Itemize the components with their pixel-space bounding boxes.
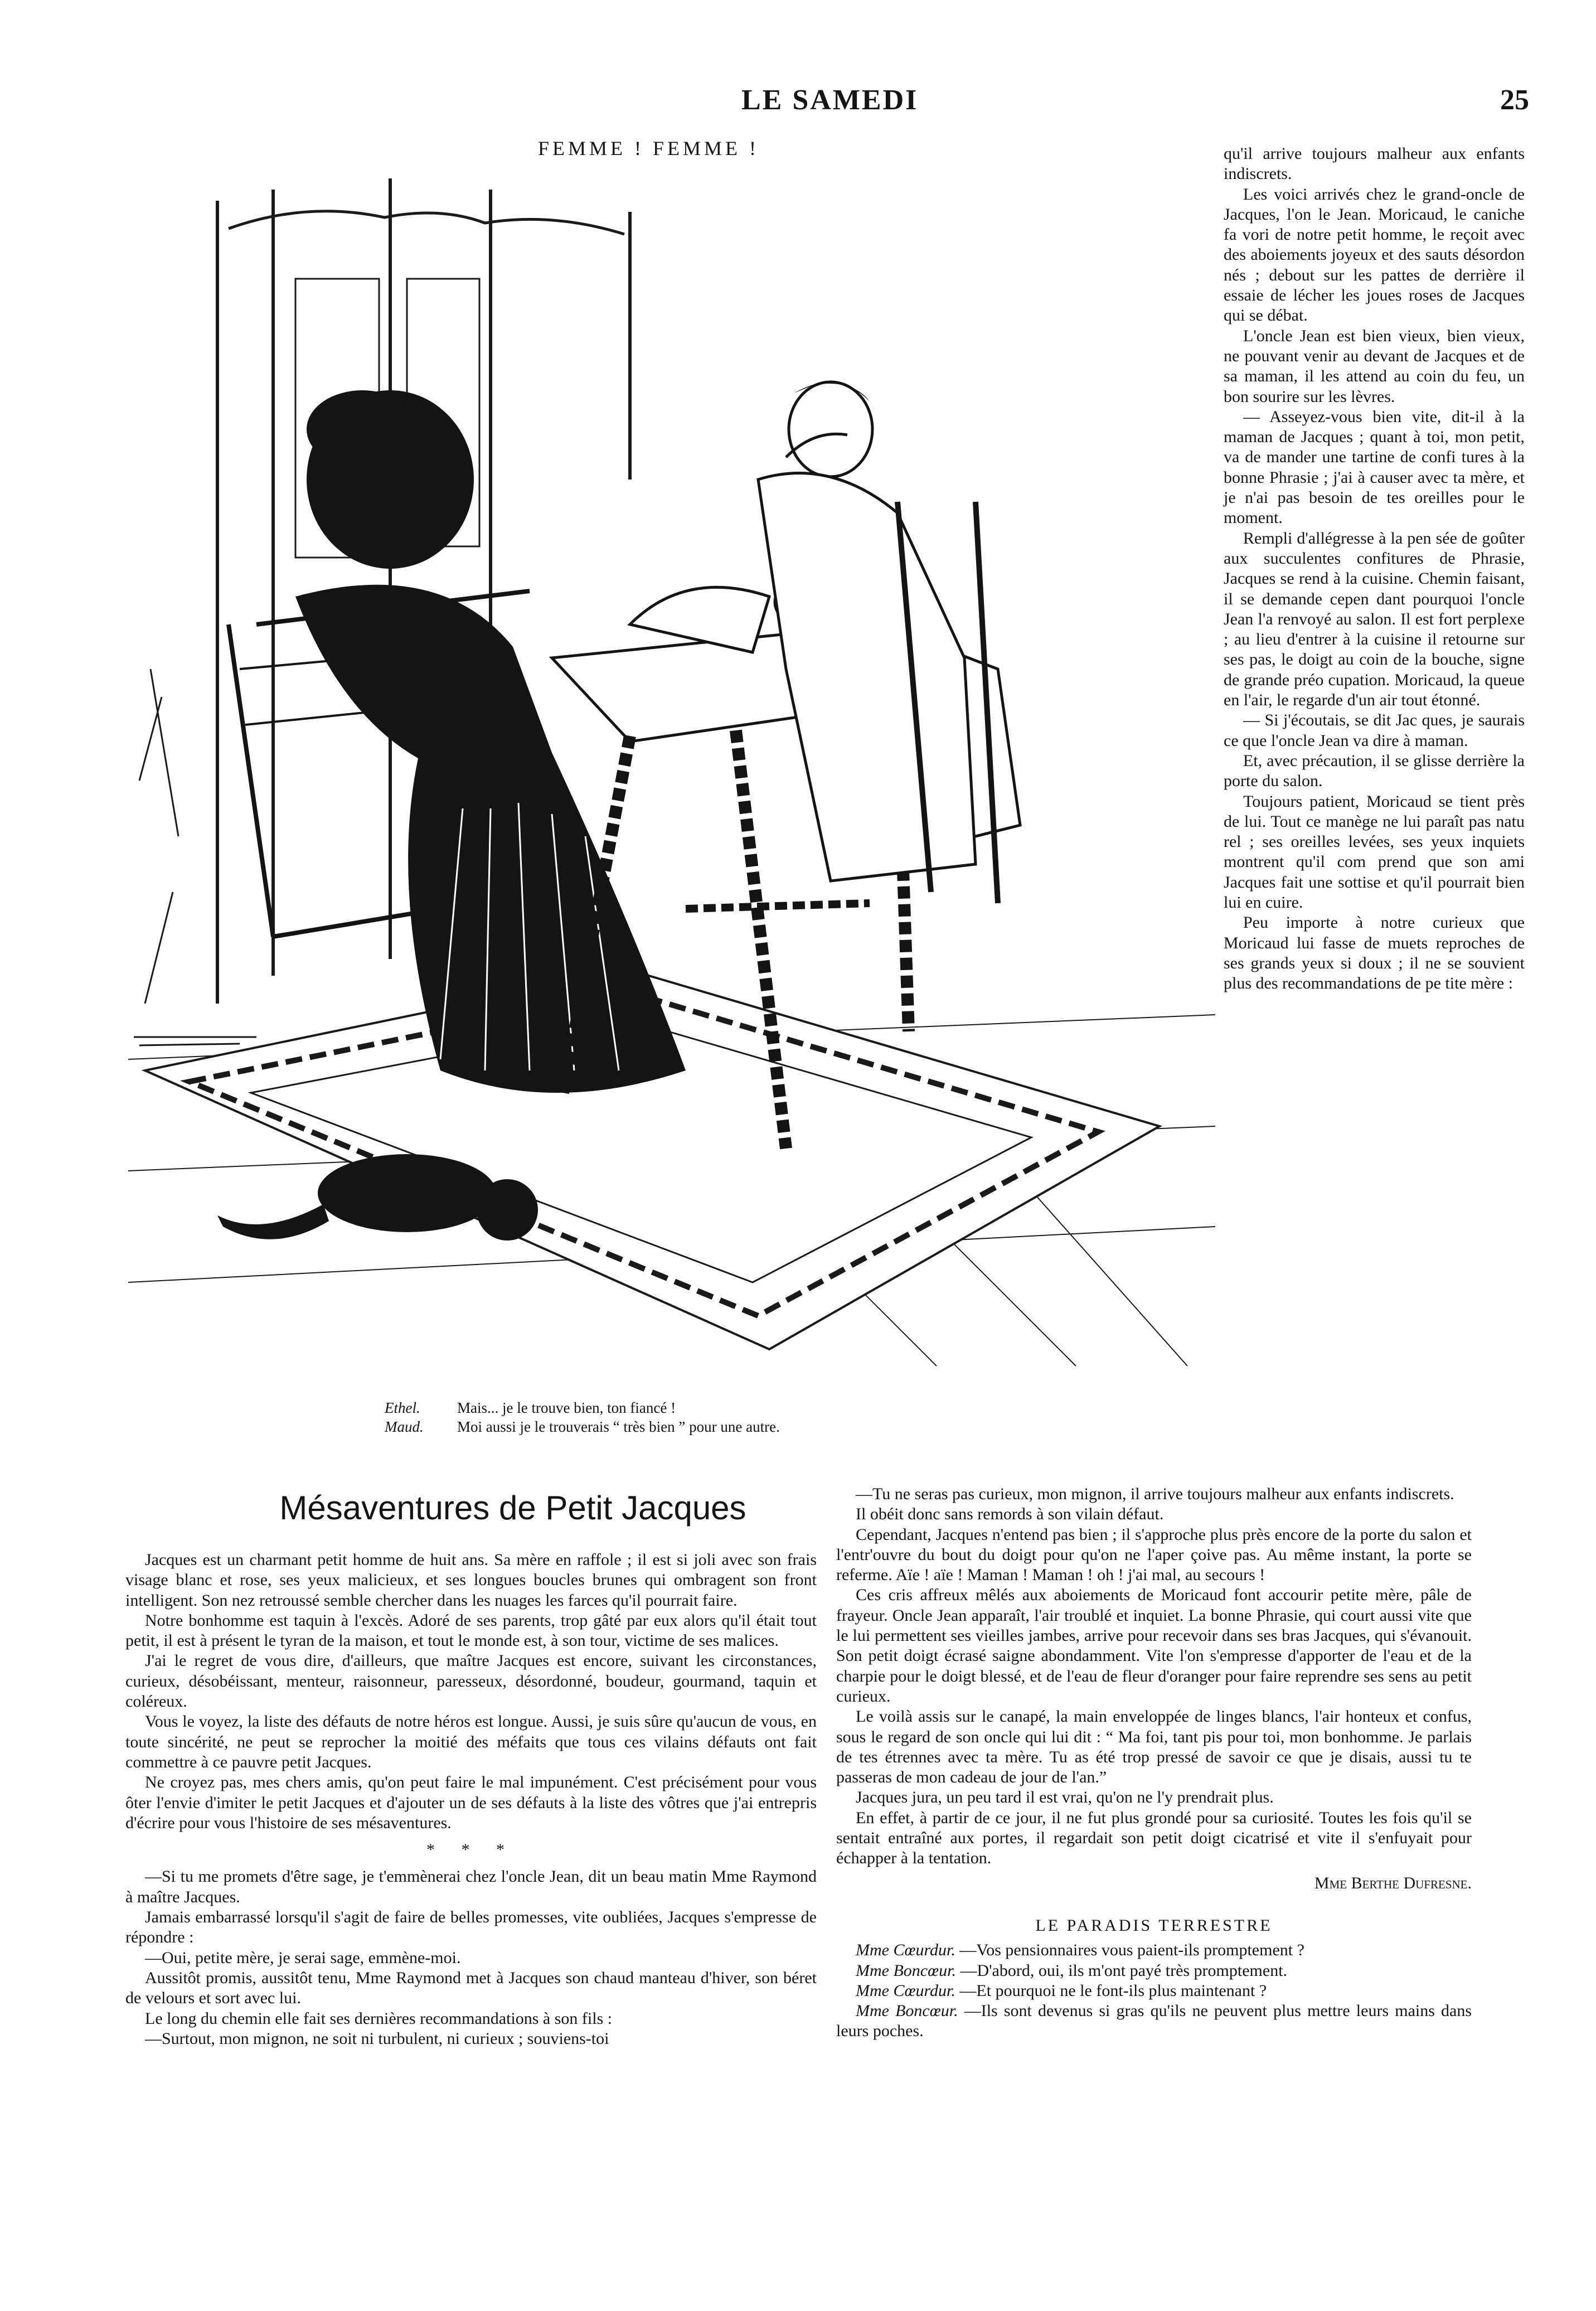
paragraph: Rempli d'allégresse à la pen sée de goûter aux succulentes confitures de Phrasie, Jacques se rend à la cuisine. Chemin faisant, il se demande cepen dant pourquoi l'oncle Jean l'a renvoyé au salon. Il est fort perplexe ; au lieu d'entrer à la cuisine il retourne sur ses pas, le doigt au coin de la bouche, signe de grande préo cupation. Moricaud, la queue en l'air, le regarde d'un air tout étonné. bbox=[1224, 529, 1525, 710]
paragraph: qu'il arrive toujours malheur aux enfants indiscrets. bbox=[1224, 144, 1525, 183]
dialogue-text: —D'abord, oui, ils m'ont payé très promptement. bbox=[960, 1961, 1288, 1980]
engraving-illustration bbox=[128, 167, 1215, 1383]
dialogue-speaker: Mme Cœurdur. bbox=[856, 1941, 955, 1960]
caption-text: Moi aussi je le trouverais “ très bien ” pour une autre. bbox=[457, 1418, 780, 1435]
page-number: 25 bbox=[1500, 84, 1529, 116]
paragraph: Et, avec précaution, il se glisse derrière la porte du salon. bbox=[1224, 751, 1525, 791]
paragraph: — Si j'écoutais, se dit Jac ques, je saurais ce que l'oncle Jean va dire à maman. bbox=[1224, 711, 1525, 750]
dialogue-speaker: Mme Boncœur. bbox=[856, 2002, 958, 2021]
middle-column bbox=[836, 1484, 1472, 2042]
paragraph: Cependant, Jacques n'entend pas bien ; il s'approche plus près encore de la porte du salon et l'entr'ouvre du bout du doigt pour qu'on ne l'aper çoive pas. Au même instant, la porte se referme. Aïe ! aïe ! Maman ! Maman ! oh ! j'ai mal, au secours ! bbox=[836, 1525, 1472, 1585]
paragraph: Le long du chemin elle fait ses dernières recommandations à son fils : bbox=[145, 2009, 613, 2028]
caption-speaker: Maud. bbox=[385, 1418, 424, 1435]
paragraph: Le voilà assis sur le canapé, la main enveloppée de linges blancs, l'air honteux et confus, sous le regard de son oncle qui lui dit : “ Ma foi, tant pis pour toi, mon bonhomme. Je parlais de tes étrennes avec ta mère. Tu as été trop pressé de savoir ce que je disais, aussi tu te passeras de mon cadeau de jour de l'an.” bbox=[836, 1707, 1472, 1787]
paragraph: Ces cris affreux mêlés aux aboiements de Moricaud font accourir petite mère, pâle de frayeur. Oncle Jean apparaît, l'air troublé et inquiet. La bonne Phrasie, qui court aussi vite que le lui permettent ses vieilles jambes, arrive pour recevoir dans ses bras Jacques, qui s'évanouit. Son petit doigt écrasé saigne abondamment. Vite l'on s'empresse d'apporter de l'eau et de la charpie pour le doigt blessé, et de l'eau de fleur d'oranger pour faire reprendre ses sens au petit curieux. bbox=[836, 1586, 1472, 1706]
paragraph: Jacques est un charmant petit homme de huit ans. Sa mère en raffole ; il est si joli avec son frais visage blanc et rose, ses yeux malicieux, et ses longues boucles brunes qui ombragent son front intelligent. Son nez retroussé semble chercher dans les nuages les farces qu'il pourrait faire. bbox=[125, 1551, 817, 1610]
caption-text: Mais... je le trouve bien, ton fiancé ! bbox=[457, 1399, 676, 1416]
dialogue-line bbox=[836, 1981, 1472, 2001]
story-title: Mésaventures de Petit Jacques bbox=[279, 1489, 746, 1527]
paragraph: Aussitôt promis, aussitôt tenu, Mme Raymond met à Jacques son chaud manteau d'hiver, son béret de velours et sort avec lui. bbox=[125, 1968, 817, 2008]
paragraph: Vous le voyez, la liste des défauts de notre héros est longue. Aussi, je suis sûre qu'aucun de vous, en toute sincérité, ne peut se reprocher la moitié des méfaits que tous ces vilains défauts ont fait commettre à ce pauvre petit Jacques. bbox=[125, 1712, 817, 1771]
dialogue-line bbox=[836, 1940, 1472, 1960]
paragraph: —Oui, petite mère, je serai sage, emmène-moi. bbox=[145, 1948, 461, 1967]
paragraph: Toujours patient, Moricaud se tient près de lui. Tout ce manège ne lui paraît pas natu rel ; ses oreilles levées, ses yeux inquiets montrent qu'il com prend que son ami Jacques fait une sottise et qu'il pourrait bien lui en cuire. bbox=[1224, 792, 1525, 912]
paragraph: Jamais embarrassé lorsqu'il s'agit de faire de belles promesses, vite oubliées, Jacques s'empresse de répondre : bbox=[125, 1908, 817, 1947]
dialogue-text: —Vos pensionnaires vous paient-ils promptement ? bbox=[959, 1941, 1304, 1960]
section-separator: * * * bbox=[426, 1840, 516, 1859]
left-column bbox=[125, 1550, 817, 2049]
paragraph: —Surtout, mon mignon, ne soit ni turbulent, ni curieux ; souviens-toi bbox=[145, 2029, 609, 2048]
dialogue-speaker: Mme Boncœur. bbox=[856, 1961, 956, 1980]
dialogue-speaker: Mme Cœurdur. bbox=[856, 1981, 955, 2000]
dialogue-text: —Et pourquoi ne le font-ils plus maintenant ? bbox=[959, 1981, 1267, 2000]
paragraph: — Asseyez-vous bien vite, dit-il à la maman de Jacques ; quant à toi, mon petit, va de mander une tartine de confi tures à la bonne Phrasie ; j'ai à causer avec ta mère, et je n'ai pas besoin de tes oreilles pour le moment. bbox=[1224, 407, 1525, 527]
paragraph: En effet, à partir de ce jour, il ne fut plus grondé pour sa curiosité. Toutes les fois qu'il se sentait entraîné aux portes, il regardait son petit doigt cicatrisé et vite il s'enfuyait pour échapper à la tentation. bbox=[836, 1808, 1472, 1868]
paragraph: Ne croyez pas, mes chers amis, qu'on peut faire le mal impunément. C'est précisément pour vous ôter l'envie d'imiter le petit Jacques et d'ajouter un de ses défauts à la liste des vôtres que j'ai entrepris d'écrire pour vous l'histoire de ses mésaventures. bbox=[125, 1773, 817, 1832]
paragraph: Peu importe à notre curieux que Moricaud lui fasse de muets reproches de ses grands yeux si doux ; il ne se souvient plus des recommandations de pe tite mère : bbox=[1224, 913, 1525, 993]
paragraph: Notre bonhomme est taquin à l'excès. Adoré de ses parents, trop gâté par eux alors qu'il était tout petit, il est à présent le tyran de la maison, et tout le monde est, à son tour, victime de ses malices. bbox=[125, 1611, 817, 1650]
paragraph: Jacques jura, un peu tard il est vrai, qu'on ne l'y prendrait plus. bbox=[856, 1788, 1274, 1807]
paragraph: —Si tu me promets d'être sage, je t'emmènerai chez l'oncle Jean, dit un beau matin Mme Raymond à maître Jacques. bbox=[125, 1867, 817, 1906]
dialogue-title: LE PARADIS TERRESTRE bbox=[1035, 1916, 1273, 1935]
illustration-title: FEMME ! FEMME ! bbox=[538, 137, 760, 159]
paragraph: L'oncle Jean est bien vieux, bien vieux, ne pouvant venir au devant de Jacques et de sa maman, il les attend au coin du feu, un bon sourire sur les lèvres. bbox=[1224, 326, 1525, 406]
paragraph: Il obéit donc sans remords à son vilain défaut. bbox=[856, 1505, 1164, 1524]
caption-speaker: Ethel. bbox=[385, 1399, 420, 1416]
dialogue-line bbox=[836, 2001, 1472, 2042]
right-column bbox=[1224, 144, 1525, 994]
caption-line bbox=[385, 1398, 780, 1417]
paragraph: J'ai le regret de vous dire, d'ailleurs, que maître Jacques est encore, suivant les circonstances, curieux, désobéissant, menteur, raisonneur, paresseux, désordonné, boudeur, gourmand, taquin et coléreux. bbox=[125, 1651, 817, 1711]
paragraph: —Tu ne seras pas curieux, mon mignon, il arrive toujours malheur aux enfants indiscrets. bbox=[856, 1485, 1454, 1503]
dialogue-text: —Ils sont devenus si gras qu'ils ne peuvent plus mettre leurs mains dans leurs poches. bbox=[836, 2002, 1472, 2041]
illustration-caption bbox=[385, 1398, 780, 1436]
paragraph: Les voici arrivés chez le grand-oncle de Jacques, l'on le Jean. Moricaud, le caniche fa vori de notre petit homme, le reçoit avec des aboiements joyeux et des sauts désordon nés ; debout sur les pattes de derrière il essaie de lécher les joues roses de Jacques qui se débat. bbox=[1224, 185, 1525, 325]
running-title: LE SAMEDI bbox=[741, 84, 919, 116]
dialogue-line bbox=[836, 1961, 1472, 1981]
author-signature: Mme Berthe Dufresne. bbox=[1314, 1873, 1472, 1892]
caption-line bbox=[385, 1417, 780, 1436]
